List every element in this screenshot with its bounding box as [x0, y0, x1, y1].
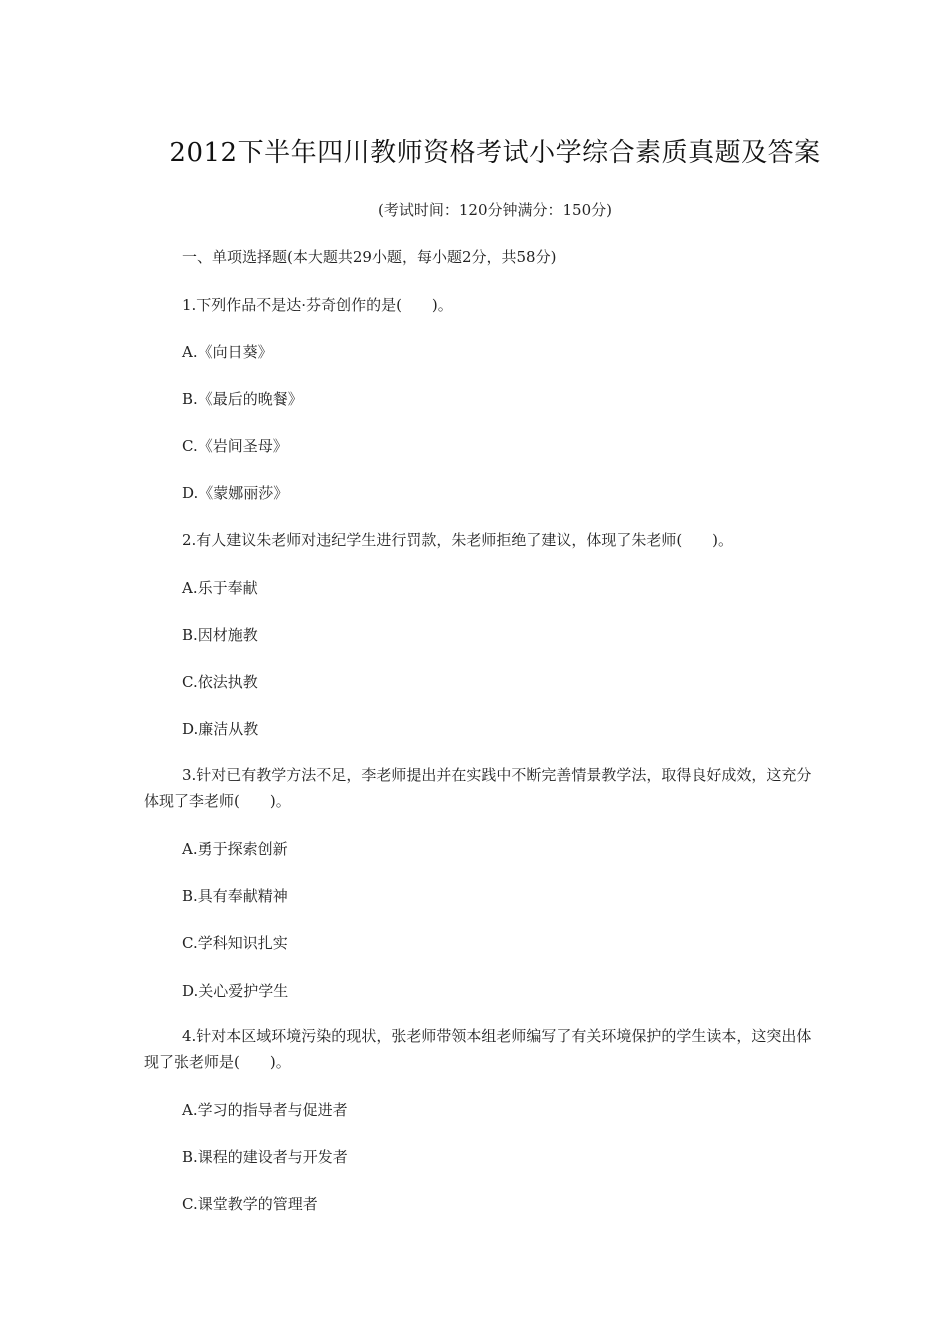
question-2-option-a: A.乐于奉献: [182, 579, 258, 597]
question-2-stem: 2.有人建议朱老师对违纪学生进行罚款，朱老师拒绝了建议，体现了朱老师( )。: [182, 531, 734, 549]
section-heading: 一、单项选择题(本大题共29小题，每小题2分，共58分): [182, 248, 557, 266]
question-3-option-d: D.关心爱护学生: [182, 982, 289, 1000]
question-2-option-d: D.廉洁从教: [182, 720, 259, 738]
question-3-option-c: C.学科知识扎实: [182, 934, 288, 952]
question-4-option-b: B.课程的建设者与开发者: [182, 1148, 348, 1166]
question-3-option-a: A.勇于探索创新: [182, 840, 288, 858]
question-4-option-c: C.课堂教学的管理者: [182, 1195, 318, 1213]
question-1-option-a: A.《向日葵》: [182, 343, 273, 361]
question-2-option-b: B.因材施教: [182, 626, 258, 644]
question-3-stem: 3.针对已有教学方法不足，李老师提出并在实践中不断完善情景教学法，取得良好成效，这充分体现了李老师( )。: [144, 766, 812, 810]
question-1-option-d: D.《蒙娜丽莎》: [182, 484, 289, 502]
question-1-stem: 1.下列作品不是达·芬奇创作的是( )。: [182, 296, 453, 314]
question-2-option-c: C.依法执教: [182, 673, 258, 691]
question-3-option-b: B.具有奉献精神: [182, 887, 288, 905]
question-1-option-c: C.《岩间圣母》: [182, 437, 288, 455]
document-title: 2012下半年四川教师资格考试小学综合素质真题及答案: [169, 138, 821, 168]
question-1-option-b: B.《最后的晚餐》: [182, 390, 303, 408]
question-4-stem: 4.针对本区域环境污染的现状，张老师带领本组老师编写了有关环境保护的学生读本，这突出体现了张老师是( )。: [144, 1027, 812, 1071]
exam-info: (考试时间：120分钟满分：150分): [378, 201, 612, 219]
question-4-option-a: A.学习的指导者与促进者: [182, 1101, 348, 1119]
